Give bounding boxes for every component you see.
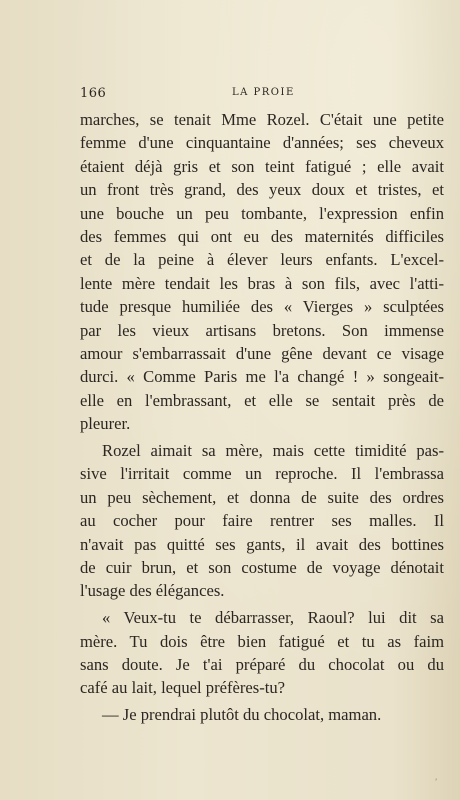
page-header [80,86,446,104]
text-line: au cocher pour faire rentrer ses malles. Il [80,511,444,531]
text-line: — Je prendrai plutôt du chocolat, maman. [102,705,382,725]
text-line: femme d'une cinquantaine d'années; ses cheveux [80,133,444,153]
paragraph [80,108,444,435]
body-text [80,108,444,727]
text-line: de cuir brun, et son costume de voyage dénotait [80,557,444,577]
text-line: l'usage des élégances. [80,581,225,601]
text-line: n'avait pas quitté ses gants, il avait des bottines [80,534,444,554]
text-line: un front très grand, des yeux doux et tristes, et [80,180,444,200]
text-line: un peu sèchement, et donna de suite des ordres [80,487,444,507]
page-number: 166 [80,86,107,101]
running-head: LA PROIE [232,87,295,98]
text-line: une bouche un peu tombante, l'expression enfin [80,203,444,223]
text-line: café au lait, lequel préfères-tu? [80,678,285,698]
text-line: mère. Tu dois être bien fatigué et tu as faim [80,631,444,651]
text-line: pleurer. [80,414,131,434]
paragraph [80,606,444,700]
text-line: durci. « Comme Paris me l'a changé ! » songeait- [80,367,444,387]
text-line: des femmes qui ont eu des maternités difficiles [80,226,444,246]
text-line: marches, se tenait Mme Rozel. C'était une petite [80,110,444,129]
text-line: Rozel aimait sa mère, mais cette timidité pas- [102,440,444,460]
text-line: « Veux-tu te débarrasser, Raoul? lui dit sa [102,608,444,628]
paragraph [80,703,444,726]
text-line: elle en l'embrassant, et elle se sentait près de [80,390,444,410]
text-line: sive l'irritait comme un reproche. Il l'embrassa [80,464,444,484]
page-speck: ʹ [435,778,438,787]
text-line: étaient déjà gris et son teint fatigué ; elle avait [80,156,444,176]
paragraph [80,439,444,603]
text-line: et de la peine à élever leurs enfants. L'excel- [80,250,444,270]
text-line: lente mère tendait les bras à son fils, avec l'atti- [80,273,444,293]
text-line: sans doute. Je t'ai préparé du chocolat ou du [80,654,444,674]
text-line: amour s'embarrassait d'une gêne devant ce visage [80,343,444,363]
text-line: tude presque humiliée des « Vierges » sculptées [80,297,444,317]
text-line: par les vieux artisans bretons. Son immense [80,320,444,340]
